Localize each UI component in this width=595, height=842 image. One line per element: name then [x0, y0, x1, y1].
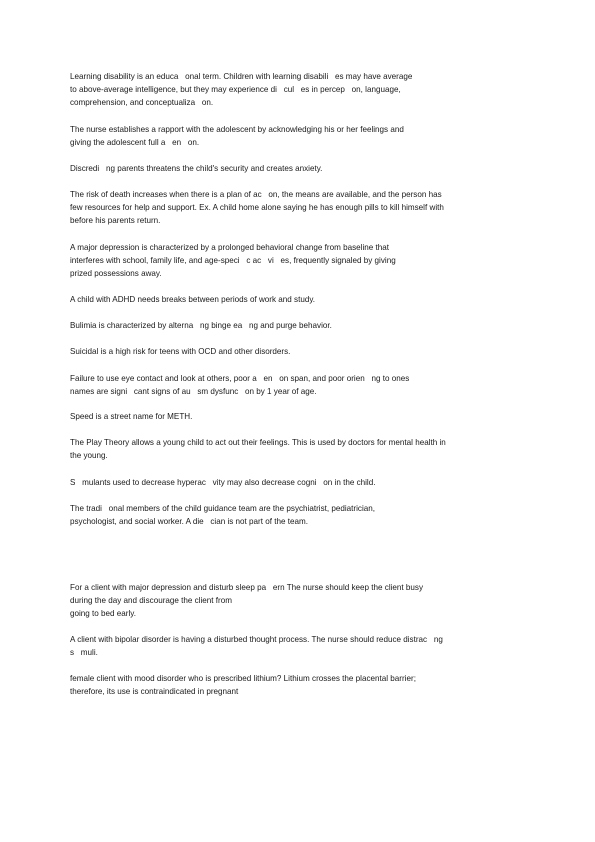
text-line: prized possessions away.: [70, 269, 162, 278]
paragraph-child-guidance-team: [70, 502, 530, 528]
paragraph-bipolar: [70, 633, 530, 659]
text-line: The risk of death increases when there is a plan of ac on, the means are available, and the person has: [70, 190, 442, 199]
paragraph-bulimia: [70, 319, 530, 332]
text-line: A major depression is characterized by a prolonged behavioral change from baseline that: [70, 243, 389, 252]
paragraph-adhd: [70, 293, 530, 306]
text-line: going to bed early.: [70, 609, 136, 618]
text-line: psychologist, and social worker. A die cian is not part of the team.: [70, 517, 308, 526]
text-line: The tradi onal members of the child guidance team are the psychiatrist, pediatrician,: [70, 504, 376, 513]
text-line: to above-average intelligence, but they may experience di cul es in percep on, language,: [70, 85, 401, 94]
text-line: giving the adolescent full a en on.: [70, 138, 200, 147]
text-line: Bulimia is characterized by alterna ng binge ea ng and purge behavior.: [70, 321, 332, 330]
text-line: comprehension, and conceptualiza on.: [70, 98, 214, 107]
text-line: Discredi ng parents threatens the child's security and creates anxiety.: [70, 164, 323, 173]
paragraph-major-depression: [70, 241, 530, 280]
text-line: For a client with major depression and disturb sleep pa ern The nurse should keep the client busy: [70, 583, 424, 592]
text-line: during the day and discourage the client from: [70, 596, 232, 605]
text-line: Suicidal is a high risk for teens with OCD and other disorders.: [70, 347, 291, 356]
paragraph-lithium: [70, 672, 530, 698]
text-line: A client with bipolar disorder is having a disturbed thought process. The nurse should reduce distrac ng: [70, 635, 443, 644]
paragraph-suicidal-ocd: [70, 345, 530, 358]
paragraph-sleep-pattern: [70, 581, 530, 620]
text-line: S mulants used to decrease hyperac vity may also decrease cogni on in the child.: [70, 478, 376, 487]
text-line: Speed is a street name for METH.: [70, 412, 193, 421]
text-line: interferes with school, family life, and age-speci c ac vi es, frequently signaled by giving: [70, 256, 396, 265]
paragraph-speed: [70, 410, 530, 423]
text-line: The Play Theory allows a young child to act out their feelings. This is used by doctors for mental health in: [70, 438, 446, 447]
text-line: s muli.: [70, 648, 98, 657]
text-line: female client with mood disorder who is prescribed lithium? Lithium crosses the placental barrier;: [70, 674, 416, 683]
paragraph-learning-disability: [70, 70, 530, 109]
text-line: before his parents return.: [70, 216, 161, 225]
paragraph-eye-contact: [70, 372, 530, 398]
paragraph-nurse-rapport: [70, 123, 530, 149]
text-line: few resources for help and support. Ex. A child home alone saying he has enough pills to kill himself with: [70, 203, 444, 212]
text-line: names are signi cant signs of au sm dysfunc on by 1 year of age.: [70, 387, 317, 396]
text-line: A child with ADHD needs breaks between periods of work and study.: [70, 295, 316, 304]
text-line: Failure to use eye contact and look at others, poor a en on span, and poor orien ng to ones: [70, 374, 410, 383]
paragraph-stimulants: [70, 476, 530, 489]
text-line: Learning disability is an educa onal term. Children with learning disabili es may have average: [70, 72, 413, 81]
text-line: the young.: [70, 451, 108, 460]
paragraph-risk-of-death: [70, 188, 530, 227]
paragraph-play-theory: [70, 436, 530, 462]
paragraph-discrediting-parents: [70, 162, 530, 175]
text-line: The nurse establishes a rapport with the adolescent by acknowledging his or her feelings and: [70, 125, 404, 134]
text-line: therefore, its use is contraindicated in pregnant: [70, 687, 239, 696]
